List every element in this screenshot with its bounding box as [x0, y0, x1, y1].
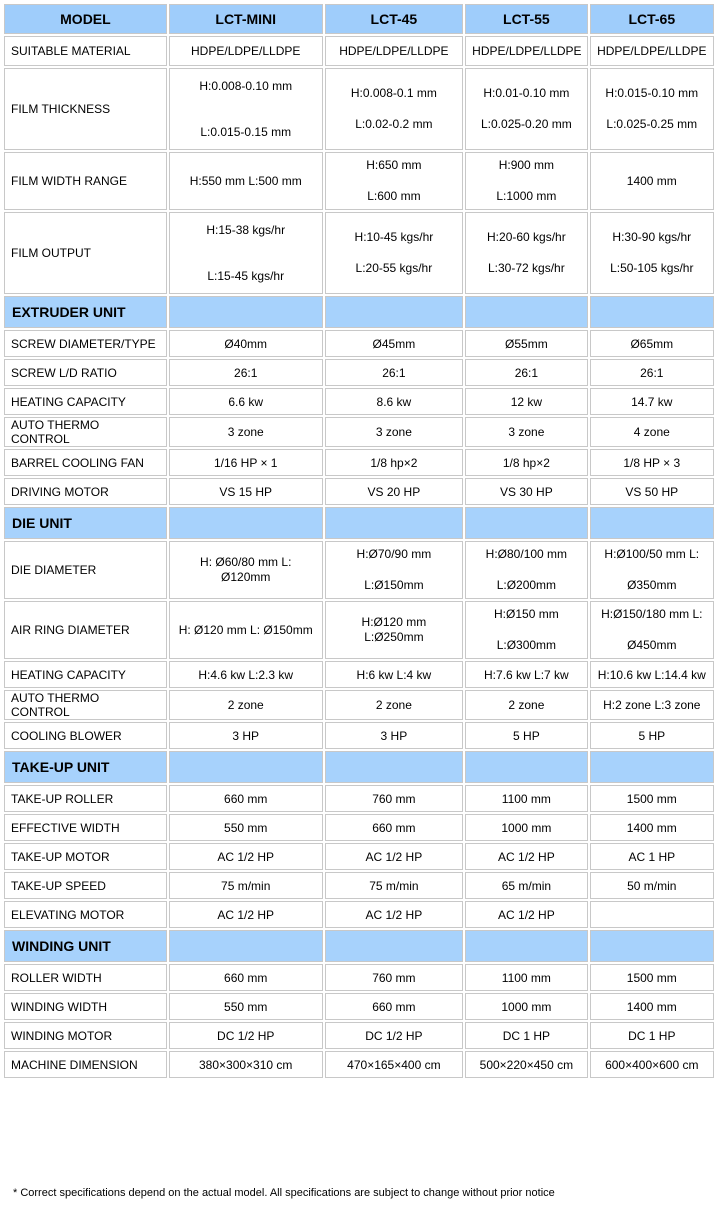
spec-value-lct-55: [465, 541, 587, 599]
value-line: H:20-60 kgs/hr: [487, 230, 566, 244]
value-line: L:0.025-0.20 mm: [481, 117, 572, 131]
spec-label: HEATING CAPACITY: [4, 661, 167, 688]
model-lct-45-header: LCT-45: [325, 4, 464, 34]
value-line: H:Ø80/100 mm: [485, 547, 568, 561]
section-fill: [325, 930, 464, 962]
value-line: Ø450mm: [627, 638, 677, 652]
spec-row-film-output: [4, 212, 714, 294]
value-line: L:30-72 kgs/hr: [488, 261, 565, 275]
spec-value-lct-65: 5 HP: [590, 722, 714, 749]
value-line: H:650 mm: [366, 158, 422, 172]
spec-value-lct-mini: H:4.6 kw L:2.3 kw: [169, 661, 323, 688]
section-fill: [465, 296, 587, 328]
spec-label: WINDING MOTOR: [4, 1022, 167, 1049]
spec-row-winding-width: [4, 993, 714, 1020]
spec-row-auto-thermo-control: [4, 690, 714, 720]
spec-value-lct-55: 500×220×450 cm: [465, 1051, 587, 1078]
section-fill: [590, 751, 714, 783]
spec-value-lct-45: 1/8 hp×2: [325, 449, 464, 476]
section-fill: [465, 751, 587, 783]
spec-value-lct-45: [325, 541, 464, 599]
spec-table: [2, 2, 716, 1080]
spec-row-film-thickness: [4, 68, 714, 150]
value-line: L:Ø150mm: [364, 578, 424, 592]
spec-row-barrel-cooling-fan: [4, 449, 714, 476]
spec-label: SCREW DIAMETER/TYPE: [4, 330, 167, 357]
spec-value-lct-mini: [169, 212, 323, 294]
spec-value-lct-55: 26:1: [465, 359, 587, 386]
spec-value-lct-65: VS 50 HP: [590, 478, 714, 505]
spec-label: ROLLER WIDTH: [4, 964, 167, 991]
model-lct-mini-header: LCT-MINI: [169, 4, 323, 34]
model-lct-55-header: LCT-55: [465, 4, 587, 34]
spec-row-elevating-motor: [4, 901, 714, 928]
spec-row-air-ring-diameter: [4, 601, 714, 659]
spec-value-lct-55: 1100 mm: [465, 964, 587, 991]
spec-label: TAKE-UP ROLLER: [4, 785, 167, 812]
spec-value-lct-mini: [169, 68, 323, 150]
spec-value-lct-mini: 3 HP: [169, 722, 323, 749]
value-line: L:20-55 kgs/hr: [355, 261, 433, 275]
spec-row-suitable-material: [4, 36, 714, 66]
spec-value-lct-55: [465, 152, 587, 210]
section-fill: [169, 507, 323, 539]
value-line: H:Ø70/90 mm: [356, 547, 432, 561]
spec-value-lct-55: AC 1/2 HP: [465, 843, 587, 870]
value-line: H:Ø100/50 mm L:: [604, 547, 700, 561]
section-header-winding-unit: [4, 930, 714, 962]
spec-label: BARREL COOLING FAN: [4, 449, 167, 476]
spec-value-lct-45: [325, 68, 464, 150]
spec-value-lct-55: [465, 601, 587, 659]
spec-row-effective-width: [4, 814, 714, 841]
spec-value-lct-45: VS 20 HP: [325, 478, 464, 505]
value-line: L:0.015-0.15 mm: [200, 124, 292, 139]
spec-value-lct-mini: AC 1/2 HP: [169, 901, 323, 928]
spec-value-lct-45: 760 mm: [325, 785, 464, 812]
spec-value-lct-45: Ø45mm: [325, 330, 464, 357]
model-lct-65-header: LCT-65: [590, 4, 714, 34]
section-title: EXTRUDER UNIT: [4, 296, 167, 328]
spec-value-lct-mini: 550 mm: [169, 993, 323, 1020]
spec-row-machine-dimension: [4, 1051, 714, 1078]
spec-value-lct-45: 3 zone: [325, 417, 464, 447]
spec-value-lct-mini: 1/16 HP × 1: [169, 449, 323, 476]
value-line: H:0.015-0.10 mm: [605, 86, 699, 100]
spec-value-lct-45: AC 1/2 HP: [325, 843, 464, 870]
spec-value-lct-65: 50 m/min: [590, 872, 714, 899]
value-line: H:0.008-0.10 mm: [199, 78, 293, 93]
spec-value-lct-65: 600×400×600 cm: [590, 1051, 714, 1078]
spec-value-lct-mini: 3 zone: [169, 417, 323, 447]
model-header: MODEL: [4, 4, 167, 34]
spec-value-lct-45: [325, 601, 464, 659]
spec-value-lct-55: 1000 mm: [465, 993, 587, 1020]
spec-value-lct-65: [590, 901, 714, 928]
spec-value-lct-55: [465, 68, 587, 150]
spec-value-lct-65: H:2 zone L:3 zone: [590, 690, 714, 720]
spec-body: [4, 36, 714, 1078]
spec-value-lct-55: 5 HP: [465, 722, 587, 749]
spec-value-lct-45: AC 1/2 HP: [325, 901, 464, 928]
spec-value-lct-45: H:6 kw L:4 kw: [325, 661, 464, 688]
value-line: L:600 mm: [367, 189, 421, 203]
spec-value-lct-mini: 2 zone: [169, 690, 323, 720]
value-line: L:15-45 kgs/hr: [207, 268, 285, 283]
section-title: TAKE-UP UNIT: [4, 751, 167, 783]
spec-value-lct-45: 8.6 kw: [325, 388, 464, 415]
spec-value-lct-55: DC 1 HP: [465, 1022, 587, 1049]
spec-value-lct-65: 26:1: [590, 359, 714, 386]
section-fill: [590, 930, 714, 962]
section-fill: [169, 751, 323, 783]
value-line: H:30-90 kgs/hr: [612, 230, 692, 244]
spec-value-lct-mini: 660 mm: [169, 785, 323, 812]
value-line: H:10-45 kgs/hr: [354, 230, 434, 244]
spec-label: EFFECTIVE WIDTH: [4, 814, 167, 841]
spec-label: AUTO THERMO CONTROL: [4, 417, 167, 447]
spec-label: WINDING WIDTH: [4, 993, 167, 1020]
spec-label: DRIVING MOTOR: [4, 478, 167, 505]
value-line: L:1000 mm: [496, 189, 557, 203]
value-line: L:50-105 kgs/hr: [610, 261, 694, 275]
section-fill: [325, 296, 464, 328]
spec-row-screw-l-d-ratio: [4, 359, 714, 386]
spec-value-lct-55: HDPE/LDPE/LLDPE: [465, 36, 587, 66]
section-header-take-up-unit: [4, 751, 714, 783]
spec-value-lct-65: AC 1 HP: [590, 843, 714, 870]
spec-value-lct-65: [590, 152, 714, 210]
spec-value-lct-65: 1400 mm: [590, 993, 714, 1020]
spec-value-lct-mini: 550 mm: [169, 814, 323, 841]
spec-row-roller-width: [4, 964, 714, 991]
spec-value-lct-55: 3 zone: [465, 417, 587, 447]
value-line: 1400 mm: [626, 173, 677, 188]
value-line: L:Ø300mm: [496, 638, 557, 652]
spec-value-lct-45: 26:1: [325, 359, 464, 386]
value-line: H:0.01-0.10 mm: [483, 86, 570, 100]
spec-value-lct-65: 1400 mm: [590, 814, 714, 841]
spec-label: FILM WIDTH RANGE: [4, 152, 167, 210]
value-line: L:Ø200mm: [496, 578, 557, 592]
spec-value-lct-55: H:7.6 kw L:7 kw: [465, 661, 587, 688]
value-line: H:Ø150/180 mm L:: [601, 607, 703, 621]
section-fill: [465, 507, 587, 539]
spec-value-lct-65: [590, 601, 714, 659]
spec-label: HEATING CAPACITY: [4, 388, 167, 415]
value-line: L:0.02-0.2 mm: [355, 117, 433, 131]
spec-row-auto-thermo-control: [4, 417, 714, 447]
spec-value-lct-mini: Ø40mm: [169, 330, 323, 357]
spec-value-lct-45: DC 1/2 HP: [325, 1022, 464, 1049]
spec-value-lct-65: H:10.6 kw L:14.4 kw: [590, 661, 714, 688]
spec-value-lct-65: DC 1 HP: [590, 1022, 714, 1049]
spec-value-lct-65: 1/8 HP × 3: [590, 449, 714, 476]
footnote: * Correct specifications depend on the actual model. All specifications are subject to change without prior notice: [13, 1187, 555, 1199]
spec-value-lct-mini: [169, 152, 323, 210]
value-line: H:Ø120 mm L:Ø250mm: [361, 615, 427, 644]
section-fill: [169, 296, 323, 328]
spec-label: AUTO THERMO CONTROL: [4, 690, 167, 720]
spec-value-lct-45: HDPE/LDPE/LLDPE: [325, 36, 464, 66]
spec-value-lct-55: 1/8 hp×2: [465, 449, 587, 476]
spec-value-lct-mini: [169, 601, 323, 659]
spec-value-lct-65: HDPE/LDPE/LLDPE: [590, 36, 714, 66]
spec-row-heating-capacity: [4, 388, 714, 415]
spec-value-lct-55: 65 m/min: [465, 872, 587, 899]
spec-value-lct-55: VS 30 HP: [465, 478, 587, 505]
spec-row-film-width-range: [4, 152, 714, 210]
section-title: WINDING UNIT: [4, 930, 167, 962]
spec-value-lct-45: 75 m/min: [325, 872, 464, 899]
value-line: H:15-38 kgs/hr: [206, 222, 286, 237]
section-header-die-unit: [4, 507, 714, 539]
spec-row-take-up-speed: [4, 872, 714, 899]
spec-label: FILM THICKNESS: [4, 68, 167, 150]
spec-value-lct-45: [325, 212, 464, 294]
spec-value-lct-45: 3 HP: [325, 722, 464, 749]
spec-value-lct-65: 14.7 kw: [590, 388, 714, 415]
header-row: [4, 4, 714, 34]
spec-value-lct-55: [465, 212, 587, 294]
value-line: H:550 mm L:500 mm: [189, 173, 302, 188]
section-header-extruder-unit: [4, 296, 714, 328]
spec-row-heating-capacity: [4, 661, 714, 688]
spec-row-take-up-motor: [4, 843, 714, 870]
value-line: H: Ø120 mm L: Ø150mm: [178, 622, 313, 637]
spec-label: COOLING BLOWER: [4, 722, 167, 749]
spec-value-lct-65: [590, 541, 714, 599]
spec-value-lct-mini: DC 1/2 HP: [169, 1022, 323, 1049]
spec-value-lct-mini: [169, 541, 323, 599]
value-line: L:0.025-0.25 mm: [606, 117, 698, 131]
spec-value-lct-mini: AC 1/2 HP: [169, 843, 323, 870]
spec-value-lct-mini: 660 mm: [169, 964, 323, 991]
section-fill: [590, 296, 714, 328]
value-line: Ø350mm: [627, 578, 677, 592]
spec-value-lct-45: 470×165×400 cm: [325, 1051, 464, 1078]
spec-value-lct-55: 2 zone: [465, 690, 587, 720]
spec-value-lct-mini: HDPE/LDPE/LLDPE: [169, 36, 323, 66]
spec-value-lct-mini: 6.6 kw: [169, 388, 323, 415]
spec-label: SCREW L/D RATIO: [4, 359, 167, 386]
spec-value-lct-mini: 26:1: [169, 359, 323, 386]
spec-value-lct-55: Ø55mm: [465, 330, 587, 357]
section-fill: [465, 930, 587, 962]
spec-row-driving-motor: [4, 478, 714, 505]
spec-label: TAKE-UP MOTOR: [4, 843, 167, 870]
value-line: H: Ø60/80 mm L: Ø120mm: [200, 555, 292, 584]
section-fill: [590, 507, 714, 539]
spec-row-cooling-blower: [4, 722, 714, 749]
value-line: H:900 mm: [498, 158, 555, 172]
spec-value-lct-65: 1500 mm: [590, 785, 714, 812]
spec-label: FILM OUTPUT: [4, 212, 167, 294]
spec-value-lct-45: 660 mm: [325, 814, 464, 841]
spec-value-lct-45: 2 zone: [325, 690, 464, 720]
spec-value-lct-55: AC 1/2 HP: [465, 901, 587, 928]
spec-value-lct-65: Ø65mm: [590, 330, 714, 357]
spec-label: DIE DIAMETER: [4, 541, 167, 599]
spec-value-lct-65: 1500 mm: [590, 964, 714, 991]
spec-label: AIR RING DIAMETER: [4, 601, 167, 659]
spec-value-lct-55: 12 kw: [465, 388, 587, 415]
spec-value-lct-65: [590, 68, 714, 150]
section-title: DIE UNIT: [4, 507, 167, 539]
spec-row-die-diameter: [4, 541, 714, 599]
spec-value-lct-55: 1000 mm: [465, 814, 587, 841]
spec-value-lct-65: 4 zone: [590, 417, 714, 447]
spec-value-lct-mini: 75 m/min: [169, 872, 323, 899]
spec-value-lct-65: [590, 212, 714, 294]
spec-label: MACHINE DIMENSION: [4, 1051, 167, 1078]
spec-row-screw-diameter-type: [4, 330, 714, 357]
spec-row-winding-motor: [4, 1022, 714, 1049]
section-fill: [325, 507, 464, 539]
spec-value-lct-mini: VS 15 HP: [169, 478, 323, 505]
spec-value-lct-45: 760 mm: [325, 964, 464, 991]
section-fill: [325, 751, 464, 783]
spec-label: TAKE-UP SPEED: [4, 872, 167, 899]
spec-value-lct-45: 660 mm: [325, 993, 464, 1020]
value-line: H:0.008-0.1 mm: [350, 86, 437, 100]
spec-value-lct-55: 1100 mm: [465, 785, 587, 812]
spec-value-lct-45: [325, 152, 464, 210]
value-line: H:Ø150 mm: [494, 607, 559, 621]
spec-value-lct-mini: 380×300×310 cm: [169, 1051, 323, 1078]
spec-label: ELEVATING MOTOR: [4, 901, 167, 928]
section-fill: [169, 930, 323, 962]
spec-label: SUITABLE MATERIAL: [4, 36, 167, 66]
spec-row-take-up-roller: [4, 785, 714, 812]
